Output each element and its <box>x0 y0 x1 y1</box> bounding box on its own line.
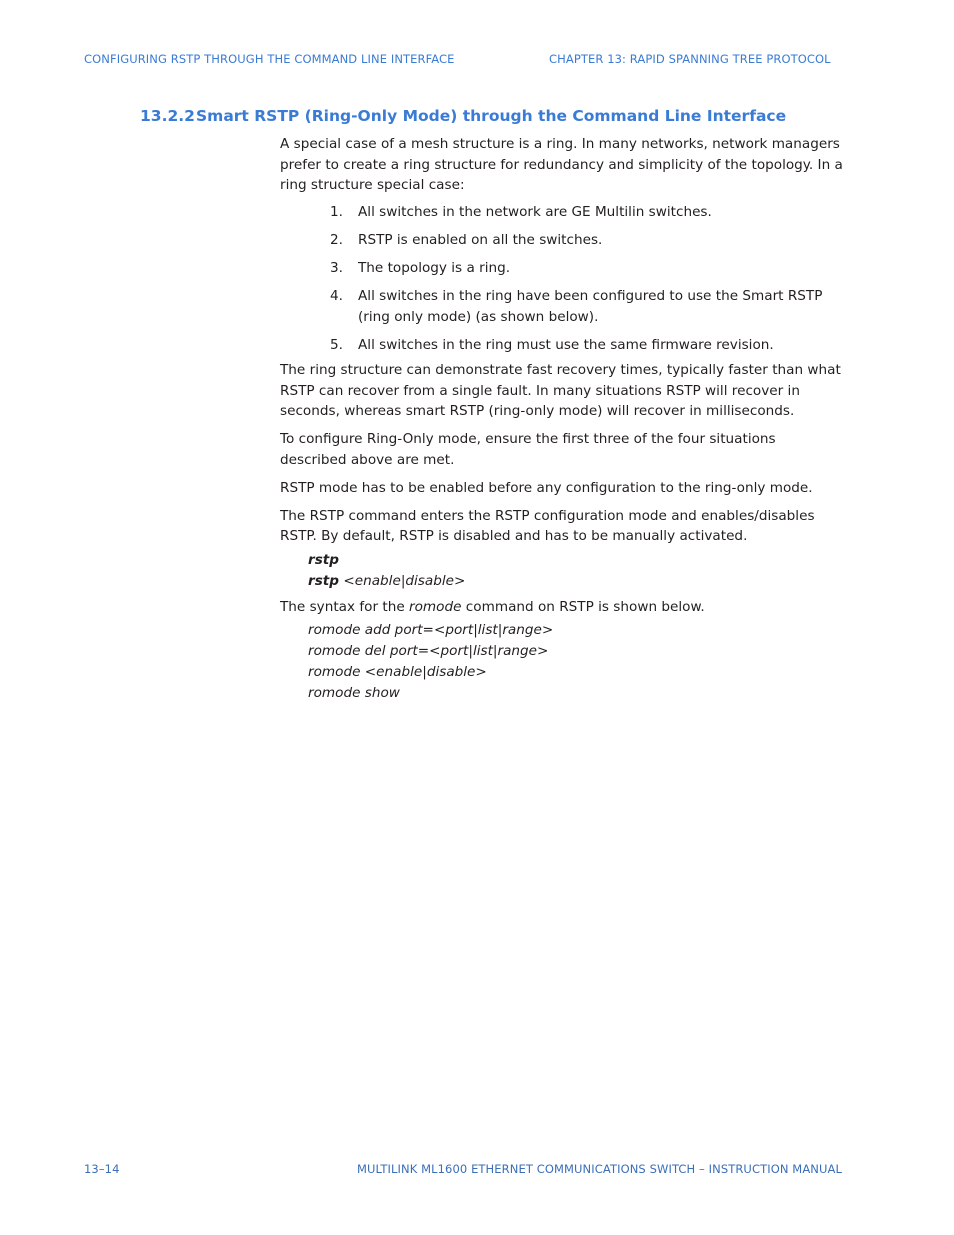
list-item <box>330 202 850 223</box>
body-paragraph: The RSTP command enters the RSTP configuration mode and enables/disables RSTP. By default, RSTP is disabled and has to be manually activated. <box>280 507 815 544</box>
section-title: Smart RSTP (Ring-Only Mode) through the Command Line Interface <box>196 107 787 125</box>
section-number: 13.2.2 <box>140 107 195 125</box>
list-text: All switches in the ring must use the same firmware revision. <box>358 336 774 353</box>
list-item <box>330 230 850 251</box>
list-text: RSTP is enabled on all the switches. <box>358 232 603 248</box>
conditions-list <box>330 202 850 363</box>
page-number: 13–14 <box>84 1162 120 1176</box>
command-args: <enable|disable> <box>339 573 466 589</box>
running-header-section: CONFIGURING RSTP THROUGH THE COMMAND LINE INTERFACE <box>84 52 455 66</box>
list-number: 2. <box>330 232 343 248</box>
command-keyword: rstp <box>308 552 340 568</box>
code-line: romode show <box>308 685 400 701</box>
list-item <box>330 335 850 356</box>
code-line <box>308 571 465 592</box>
body-paragraph: To configure Ring-Only mode, ensure the first three of the four situations described above are met. <box>280 431 776 468</box>
syntax-prefix: The syntax for the <box>280 599 410 615</box>
list-item <box>330 258 850 279</box>
syntax-command: romode <box>409 599 462 615</box>
section-heading <box>140 107 786 125</box>
command-keyword: rstp <box>308 573 340 589</box>
code-line: romode del port=<port|list|range> <box>308 643 549 659</box>
running-header-chapter: CHAPTER 13: RAPID SPANNING TREE PROTOCOL <box>549 52 831 66</box>
intro-paragraph: A special case of a mesh structure is a ring. In many networks, network managers prefer to create a ring structure for redundancy and simplicity of the topology. In a ring structure special case: <box>280 136 843 193</box>
list-item <box>330 286 850 327</box>
code-line: romode add port=<port|list|range> <box>308 622 554 638</box>
intro-block <box>280 134 845 203</box>
syntax-intro <box>280 597 705 618</box>
body-paragraph: The ring structure can demonstrate fast recovery times, typically faster than what RSTP can recover from a single fault. In many situations RSTP will recover in seconds, whereas smart RSTP (ring-only mode) will recover in milliseconds. <box>280 362 841 419</box>
body-paragraphs <box>280 360 845 554</box>
body-paragraph: RSTP mode has to be enabled before any configuration to the ring-only mode. <box>280 479 813 496</box>
list-number: 5. <box>330 336 343 353</box>
code-line <box>308 550 465 571</box>
list-number: 1. <box>330 204 343 220</box>
syntax-suffix: command on RSTP is shown below. <box>461 599 705 615</box>
running-footer-title: MULTILINK ML1600 ETHERNET COMMUNICATIONS SWITCH – INSTRUCTION MANUAL <box>356 1162 842 1176</box>
list-number: 4. <box>330 288 343 304</box>
romode-command-block <box>308 620 553 704</box>
rstp-command-block <box>308 550 465 592</box>
code-line: romode <enable|disable> <box>308 664 487 680</box>
list-text: All switches in the ring have been configured to use the Smart RSTP (ring only mode) (as shown below). <box>358 288 823 325</box>
list-text: All switches in the network are GE Multilin switches. <box>358 204 712 220</box>
list-number: 3. <box>330 260 343 276</box>
list-text: The topology is a ring. <box>358 260 511 276</box>
